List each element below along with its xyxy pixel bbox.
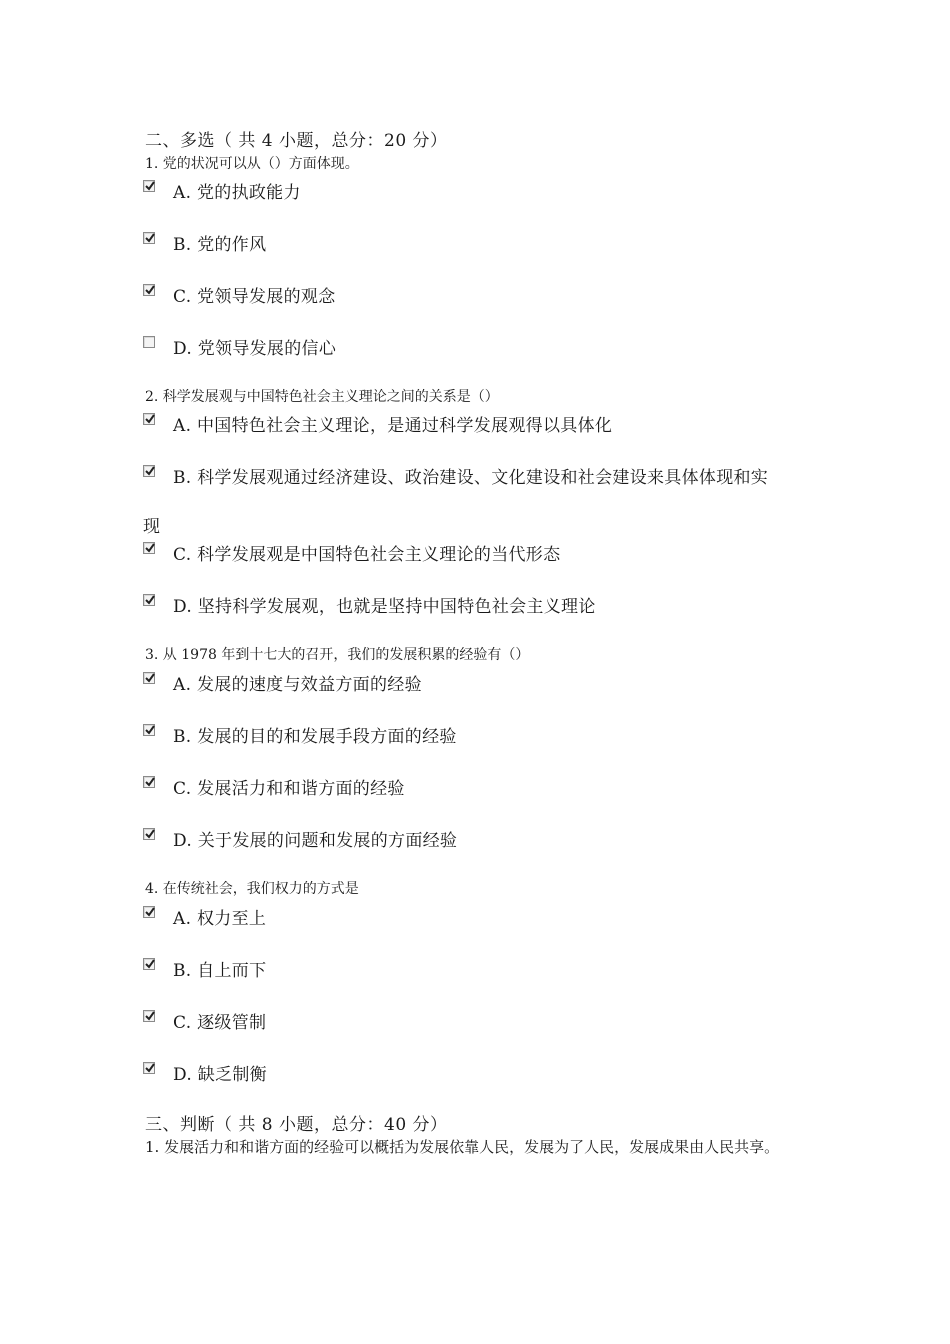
checkbox-checked-icon[interactable] (143, 413, 155, 425)
q1-option-b-label: B. 党的作风 (173, 235, 267, 255)
checkbox-checked-icon[interactable] (143, 180, 155, 192)
question-4-text: 4. 在传统社会，我们权力的方式是 (145, 881, 359, 897)
q1-option-d-label: D. 党领导发展的信心 (173, 339, 337, 359)
question-1-text: 1. 党的状况可以从（）方面体现。 (145, 156, 359, 172)
checkbox-checked-icon[interactable] (143, 1010, 155, 1022)
checkbox-checked-icon[interactable] (143, 906, 155, 918)
q2-option-b-wrap-text: 现 (143, 517, 160, 537)
section-heading-true-false: 三、判断（ 共 8 小题，总分：40 分） (145, 1115, 448, 1135)
q2-option-b-label: B. 科学发展观通过经济建设、政治建设、文化建设和社会建设来具体体现和实 (173, 468, 769, 488)
q1-option-a-label: A. 党的执政能力 (173, 183, 301, 203)
checkbox-checked-icon[interactable] (143, 724, 155, 736)
q2-option-c-label: C. 科学发展观是中国特色社会主义理论的当代形态 (173, 545, 561, 565)
q3-option-d-label: D. 关于发展的问题和发展的方面经验 (173, 831, 458, 851)
checkbox-checked-icon[interactable] (143, 672, 155, 684)
q4-option-b-label: B. 自上而下 (173, 961, 267, 981)
question-2-text: 2. 科学发展观与中国特色社会主义理论之间的关系是（） (145, 389, 499, 405)
q4-option-d-label: D. 缺乏制衡 (173, 1065, 267, 1085)
checkbox-checked-icon[interactable] (143, 284, 155, 296)
judgment-1-text: 1. 发展活力和和谐方面的经验可以概括为发展依靠人民，发展为了人民，发展成果由人民共享。 (145, 1138, 780, 1156)
q3-option-a-label: A. 发展的速度与效益方面的经验 (173, 675, 422, 695)
q3-option-c-label: C. 发展活力和和谐方面的经验 (173, 779, 405, 799)
checkbox-checked-icon[interactable] (143, 465, 155, 477)
checkbox-checked-icon[interactable] (143, 1062, 155, 1074)
checkbox-unchecked-icon[interactable] (143, 336, 155, 348)
q2-option-d-label: D. 坚持科学发展观，也就是坚持中国特色社会主义理论 (173, 597, 596, 617)
section-heading-multiple-choice: 二、多选（ 共 4 小题，总分：20 分） (145, 131, 448, 151)
checkbox-checked-icon[interactable] (143, 594, 155, 606)
checkbox-checked-icon[interactable] (143, 542, 155, 554)
question-3-text: 3. 从 1978 年到十七大的召开，我们的发展积累的经验有（） (145, 647, 530, 663)
q3-option-b-label: B. 发展的目的和发展手段方面的经验 (173, 727, 457, 747)
q2-option-a-label: A. 中国特色社会主义理论，是通过科学发展观得以具体化 (173, 416, 613, 436)
checkbox-checked-icon[interactable] (143, 232, 155, 244)
q4-option-a-label: A. 权力至上 (173, 909, 267, 929)
checkbox-checked-icon[interactable] (143, 776, 155, 788)
q1-option-c-label: C. 党领导发展的观念 (173, 287, 336, 307)
q4-option-c-label: C. 逐级管制 (173, 1013, 267, 1033)
checkbox-checked-icon[interactable] (143, 828, 155, 840)
checkbox-checked-icon[interactable] (143, 958, 155, 970)
